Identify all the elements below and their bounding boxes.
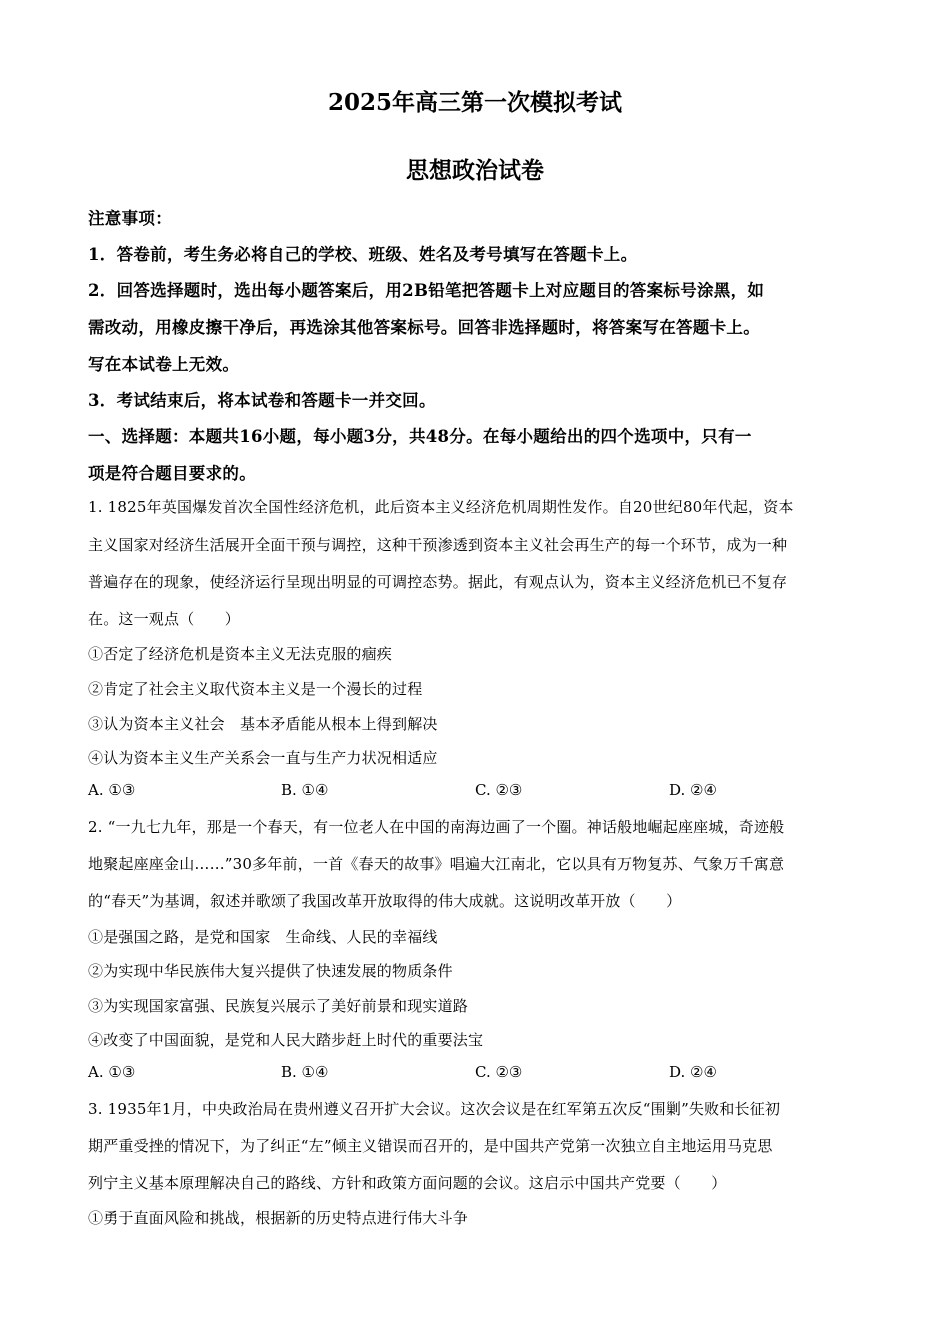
q1-stem-line-2: 主义国家对经济生活展开全面干预与调控，这种干预渗透到资本主义社会再生产的每一个环节，成为一种 [88,536,788,554]
q2-statement-3: ③为实现国家富强、民族复兴展示了美好前景和现实道路 [88,997,469,1015]
notice-item-2-line-1: 2．回答选择题时，选出每小题答案后，用2B铅笔把答题卡上对应题目的答案标号涂黑，如 [88,281,765,300]
section-heading-line-1: 一、选择题：本题共16小题，每小题3分，共48分。在每小题给出的四个选项中，只有一 [88,427,752,446]
q2-option-b[interactable]: B. ①④ [281,1063,329,1081]
notice-item-2-line-3: 写在本试卷上无效。 [88,355,240,374]
notice-item-3: 3．考试结束后，将本试卷和答题卡一并交回。 [88,391,436,410]
exam-title: 2025年高三第一次模拟考试 [327,89,622,116]
q1-statement-3: ③认为资本主义社会 基本矛盾能从根本上得到解决 [88,715,438,733]
q3-stem-line-2: 期严重受挫的情况下，为了纠正“左”倾主义错误而召开的，是中国共产党第一次独立自主地运用马克思 [88,1137,773,1155]
section-heading-line-2: 项是符合题目要求的。 [88,464,256,483]
q1-option-d[interactable]: D. ②④ [669,781,717,799]
q2-option-a[interactable]: A. ①③ [88,1063,136,1081]
q3-stem-line-1: 3. 1935年1月，中央政治局在贵州遵义召开扩大会议。这次会议是在红军第五次反“围剿”失败和长征初 [88,1100,781,1118]
q2-option-d[interactable]: D. ②④ [669,1063,717,1081]
q1-stem-line-3: 普遍存在的现象，使经济运行呈现出明显的可调控态势。据此，有观点认为，资本主义经济危机已不复存 [88,573,788,591]
q2-stem-line-3: 的“春天”为基调，叙述并歌颂了我国改革开放取得的伟大成就。这说明改革开放（ ） [88,892,682,910]
q1-option-b[interactable]: B. ①④ [281,781,329,799]
q1-statement-4: ④认为资本主义生产关系会一直与生产力状况相适应 [88,749,438,767]
q1-stem-line-4: 在。这一观点（ ） [88,610,241,628]
notice-item-1: 1．答卷前，考生务必将自己的学校、班级、姓名及考号填写在答题卡上。 [88,245,638,264]
notice-heading: 注意事项： [88,209,172,228]
q3-stem-line-3: 列宁主义基本原理解决自己的路线、方针和政策方面问题的会议。这启示中国共产党要（ ） [88,1174,727,1192]
q2-statement-4: ④改变了中国面貌，是党和人民大踏步赶上时代的重要法宝 [88,1031,484,1049]
q1-option-a[interactable]: A. ①③ [88,781,136,799]
exam-subtitle: 思想政治试卷 [406,157,544,184]
q1-option-c[interactable]: C. ②③ [475,781,523,799]
q2-stem-line-1: 2. “一九七九年，那是一个春天，有一位老人在中国的南海边画了一个圈。神话般地崛起座座城，奇迹般 [88,818,785,836]
q1-statement-2: ②肯定了社会主义取代资本主义是一个漫长的过程 [88,680,423,698]
q1-stem-line-1: 1. 1825年英国爆发首次全国性经济危机，此后资本主义经济危机周期性发作。自20世纪80年代起，资本 [88,498,794,516]
q2-statement-2: ②为实现中华民族伟大复兴提供了快速发展的物质条件 [88,962,453,980]
q1-statement-1: ①否定了经济危机是资本主义无法克服的痼疾 [88,645,393,663]
q3-statement-1: ①勇于直面风险和挑战，根据新的历史特点进行伟大斗争 [88,1209,469,1227]
q2-option-c[interactable]: C. ②③ [475,1063,523,1081]
notice-item-2-line-2: 需改动，用橡皮擦干净后，再选涂其他答案标号。回答非选择题时，将答案写在答题卡上。 [88,318,760,337]
q2-stem-line-2: 地聚起座座金山……”30多年前，一首《春天的故事》唱遍大江南北，它以具有万物复苏、气象万千寓意 [88,855,785,873]
q2-statement-1: ①是强国之路，是党和国家 生命线、人民的幸福线 [88,928,438,946]
